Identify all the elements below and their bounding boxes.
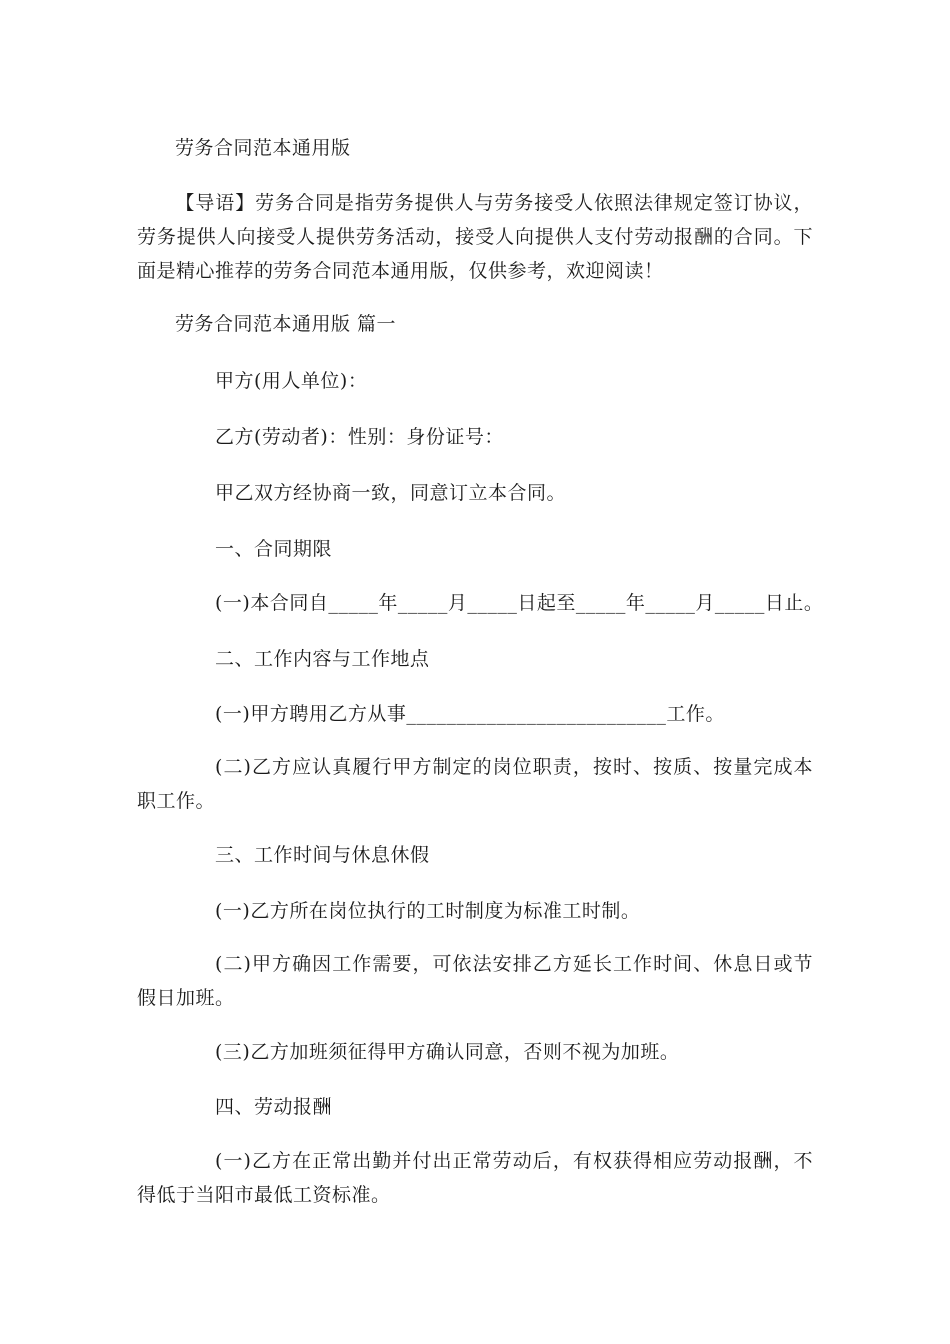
document-title: 劳务合同范本通用版 [175,137,351,159]
section-4-item-1-text: (一)乙方在正常出勤并付出正常劳动后，有权获得相应劳动报酬，不得低于当阳市最低工资标准。 [137,1150,813,1206]
party-b-line: 乙方(劳动者)：性别：身份证号： [215,426,504,448]
section-2-item-2-text: (二)乙方应认真履行甲方制定的岗位职责，按时、按质、按量完成本职工作。 [137,756,813,812]
agreement-line: 甲乙双方经协商一致，同意订立本合同。 [215,482,567,504]
section-title: 劳务合同范本通用版 篇一 [175,313,397,335]
intro-text: 【导语】劳务合同是指劳务提供人与劳务接受人依照法律规定签订协议，劳务提供人向接受人提供劳务活动，接受人向提供人支付劳动报酬的合同。下面是精心推荐的劳务合同范本通用版，仅供参考，欢迎阅读！ [137,192,813,282]
section-4-heading: 四、劳动报酬 [215,1096,333,1118]
intro-paragraph [137,186,813,288]
section-3-item-1: (一)乙方所在岗位执行的工时制度为标准工时制。 [215,900,641,922]
section-2-item-1: (一)甲方聘用乙方从事__________________________工作。 [215,703,725,725]
section-3-item-3: (三)乙方加班须征得甲方确认同意，否则不视为加班。 [215,1041,680,1063]
section-1-heading: 一、合同期限 [215,538,333,560]
section-2-item-2 [137,750,813,818]
section-3-heading: 三、工作时间与休息休假 [215,844,430,866]
party-a-line: 甲方(用人单位)： [215,370,368,392]
section-3-item-2 [137,947,813,1015]
section-2-heading: 二、工作内容与工作地点 [215,648,430,670]
section-4-item-1 [137,1144,813,1212]
section-1-item-1: (一)本合同自_____年_____月_____日起至_____年_____月_____日止。 [215,592,824,614]
section-3-item-2-text: (二)甲方确因工作需要，可依法安排乙方延长工作时间、休息日或节假日加班。 [137,953,813,1009]
